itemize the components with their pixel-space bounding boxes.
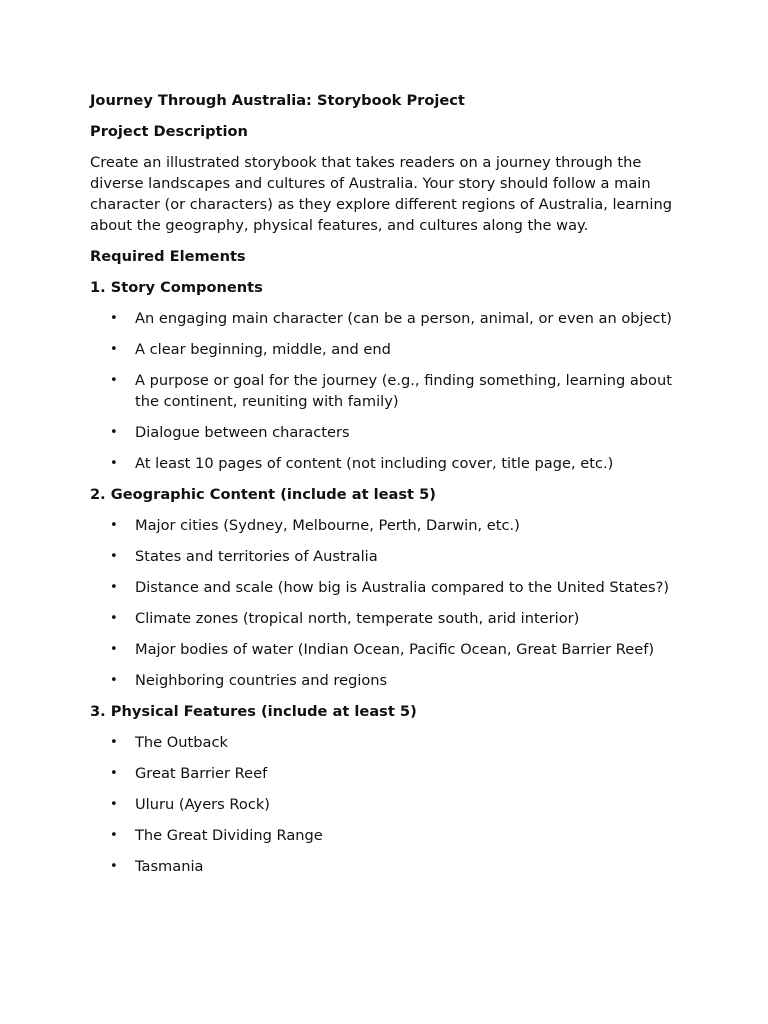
section-heading: 2. Geographic Content (include at least 5) [90, 486, 436, 503]
section-story-components [90, 277, 680, 474]
list-item: • Dialogue between characters [90, 422, 680, 443]
list-item: • Tasmania [90, 856, 680, 877]
section-geographic-content [90, 484, 680, 691]
document-page [90, 90, 680, 887]
bullet-list [90, 308, 680, 474]
list-item: • Great Barrier Reef [90, 763, 680, 784]
list-item: • Major bodies of water (Indian Ocean, Pacific Ocean, Great Barrier Reef) [90, 639, 680, 660]
list-item: • At least 10 pages of content (not including cover, title page, etc.) [90, 453, 680, 474]
list-item: • An engaging main character (can be a person, animal, or even an object) [90, 308, 680, 329]
section-heading: 3. Physical Features (include at least 5) [90, 703, 417, 720]
list-item: • States and territories of Australia [90, 546, 680, 567]
list-item: • Major cities (Sydney, Melbourne, Perth, Darwin, etc.) [90, 515, 680, 536]
list-item: • A clear beginning, middle, and end [90, 339, 680, 360]
description-paragraph: Create an illustrated storybook that takes readers on a journey through the diverse landscapes and cultures of Australia. Your story should follow a main character (or characters) as they explore different regions of Australia, learning about the geography, physical features, and cultures along the way. [90, 154, 673, 234]
section-heading: 1. Story Components [90, 279, 263, 296]
list-item: • The Great Dividing Range [90, 825, 680, 846]
document-title: Journey Through Australia: Storybook Project [90, 92, 465, 109]
section-physical-features [90, 701, 680, 877]
list-item: • Climate zones (tropical north, temperate south, arid interior) [90, 608, 680, 629]
list-item: • Uluru (Ayers Rock) [90, 794, 680, 815]
required-elements-heading: Required Elements [90, 248, 246, 265]
list-item: • Distance and scale (how big is Australia compared to the United States?) [90, 577, 680, 598]
bullet-list [90, 515, 680, 691]
list-item: • Neighboring countries and regions [90, 670, 680, 691]
list-item: • The Outback [90, 732, 680, 753]
description-heading: Project Description [90, 123, 248, 140]
bullet-list [90, 732, 680, 877]
list-item: • A purpose or goal for the journey (e.g., finding something, learning about the continent, reuniting with family) [90, 370, 680, 412]
